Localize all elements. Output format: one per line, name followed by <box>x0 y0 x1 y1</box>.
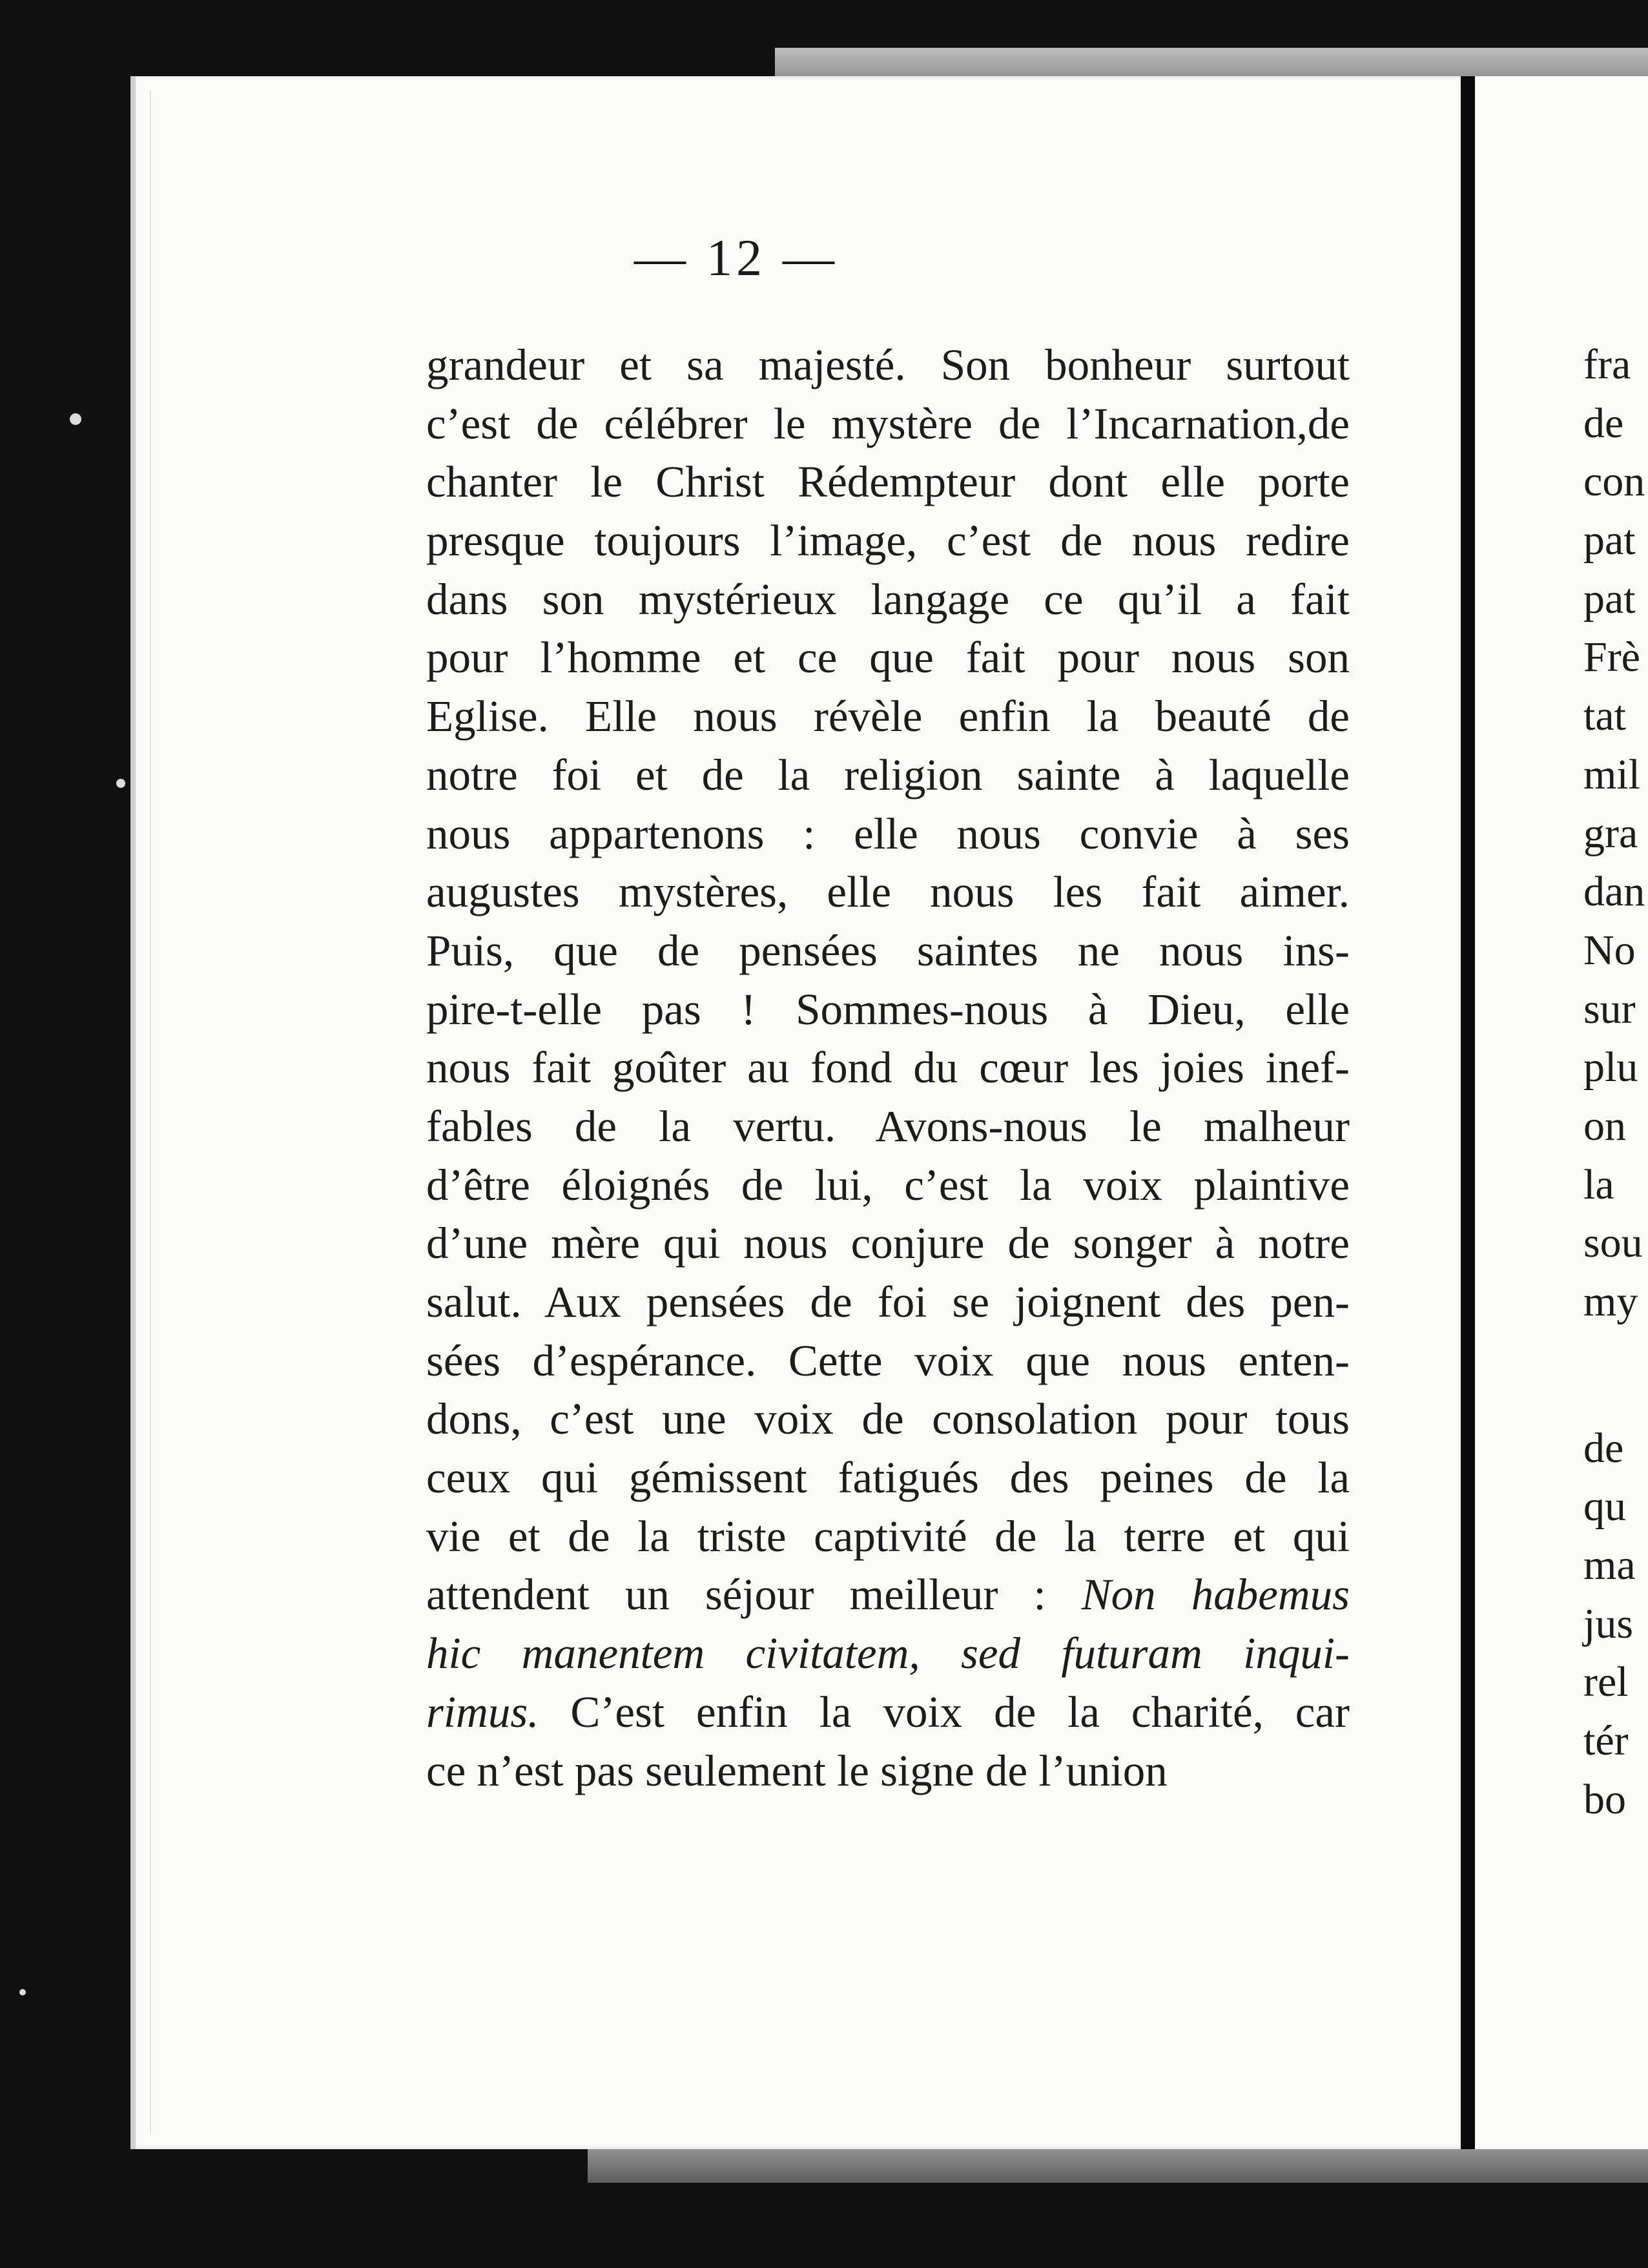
right-page-fragment: dan <box>1583 868 1645 916</box>
right-page-fragment: gra <box>1583 809 1638 857</box>
text-line: dans son mystérieux langage ce qu’il a fait <box>426 574 1350 624</box>
right-page-fragment: de <box>1583 1424 1624 1472</box>
latin-quotation: Non habemus <box>1081 1570 1350 1620</box>
right-page-text-fragments <box>1583 336 1648 1830</box>
text-line: chanter le Christ Rédempteur dont elle porte <box>426 457 1350 507</box>
right-page-fragment: con <box>1583 458 1645 506</box>
right-page-fragment: sur <box>1583 985 1636 1033</box>
scan-speck <box>70 413 81 425</box>
right-page-fragment: tér <box>1583 1717 1629 1765</box>
text-line: sées d’espérance. Cette voix que nous enten- <box>426 1335 1350 1385</box>
page-number: — 12 — <box>634 230 838 287</box>
text-line: d’être éloignés de lui, c’est la voix plaintive <box>426 1160 1350 1210</box>
text-line-plain: C’est enfin la voix de la charité, car <box>570 1687 1350 1737</box>
right-page-fragment: jus <box>1583 1600 1634 1647</box>
right-page-fragment: plu <box>1583 1044 1638 1091</box>
text-line: presque toujours l’image, c’est de nous redire <box>426 516 1350 566</box>
latin-quotation: rimus. <box>426 1687 539 1737</box>
right-page-fragment: qu <box>1583 1483 1626 1531</box>
text-line: Eglise. Elle nous révèle enfin la beauté de <box>426 692 1350 741</box>
text-line: vie et de la triste captivité de la terre et qui <box>426 1511 1350 1561</box>
right-page-fragment: pat <box>1583 517 1636 564</box>
latin-quotation-line: hic manentem civitatem, sed futuram inqui- <box>426 1629 1350 1678</box>
right-page-fragment: pat <box>1583 575 1636 623</box>
right-page-fragment: la <box>1583 1160 1614 1208</box>
text-line: c’est de célébrer le mystère de l’Incarnation,de <box>426 398 1350 448</box>
text-line: fables de la vertu. Avons-nous le malheur <box>426 1101 1350 1151</box>
text-line: nous fait goûter au fond du cœur les joies inef- <box>426 1043 1350 1093</box>
left-page-body-text <box>426 336 1350 1800</box>
text-line: nous appartenons : elle nous convie à ses <box>426 809 1350 858</box>
text-line <box>426 1683 1350 1742</box>
right-page-fragment: bo <box>1583 1775 1626 1823</box>
scan-speck <box>19 1989 26 1995</box>
right-page-fragment: mil <box>1583 750 1641 798</box>
text-line: pire-t-elle pas ! Sommes-nous à Dieu, elle <box>426 984 1350 1034</box>
text-line: d’une mère qui nous conjure de songer à notre <box>426 1219 1350 1268</box>
right-page-fragment: on <box>1583 1102 1626 1149</box>
text-line: ce n’est pas seulement le signe de l’union <box>426 1746 1168 1795</box>
book-gutter <box>1461 76 1475 2149</box>
paragraph-gap <box>1583 1332 1648 1419</box>
text-line: pour l’homme et ce que fait pour nous son <box>426 633 1350 683</box>
right-page-fragment: No <box>1583 926 1636 974</box>
text-line: notre foi et de la religion sainte à laquelle <box>426 750 1350 799</box>
right-page-fragment: Frè <box>1583 634 1640 681</box>
text-line: dons, c’est une voix de consolation pour tous <box>426 1394 1350 1444</box>
right-page-fragment: de <box>1583 399 1624 447</box>
right-page-fragment: rel <box>1583 1658 1629 1706</box>
text-line-plain: attendent un séjour meilleur : <box>426 1570 1046 1620</box>
text-line: grandeur et sa majesté. Son bonheur surtout <box>426 340 1350 389</box>
text-line <box>426 1565 1350 1624</box>
right-page-fragment: sou <box>1583 1219 1643 1267</box>
right-page-fragment: my <box>1583 1278 1638 1325</box>
right-page-fragment: tat <box>1583 692 1626 740</box>
right-page-fragment: fra <box>1583 341 1631 388</box>
right-page-fragment: ma <box>1583 1541 1636 1589</box>
text-line: augustes mystères, elle nous les fait aimer. <box>426 867 1350 917</box>
text-line: Puis, que de pensées saintes ne nous ins- <box>426 925 1350 975</box>
scan-speck <box>116 779 125 788</box>
text-line: salut. Aux pensées de foi se joignent des pen- <box>426 1277 1350 1326</box>
text-line: ceux qui gémissent fatigués des peines de la <box>426 1453 1350 1503</box>
